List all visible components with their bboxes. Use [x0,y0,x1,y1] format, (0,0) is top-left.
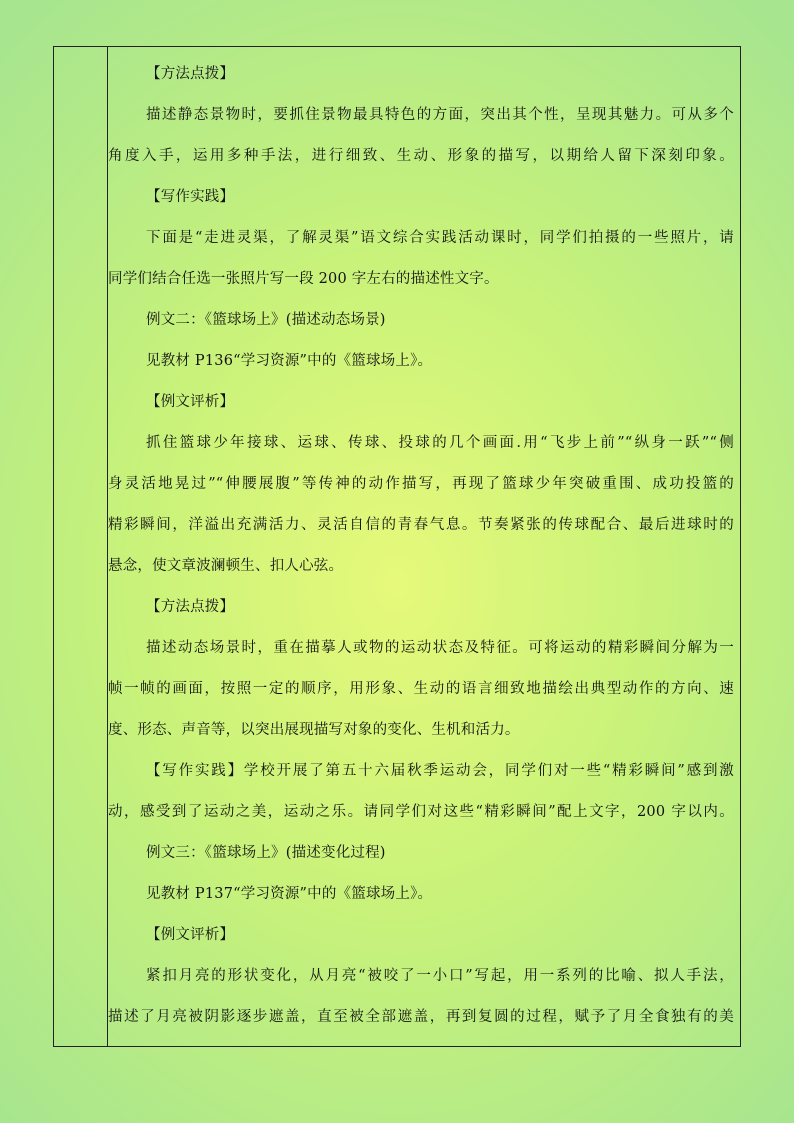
paragraph-line: 同学们结合任选一张照片写一段 200 字左右的描述性文字。 [108,271,499,287]
heading-method-tips: 【方法点拨】 [146,599,235,615]
paragraph-line: 帧一帧的画面，按照一定的顺序，用形象、生动的语言细致地描绘出典型动作的方向、速 [108,681,734,697]
paragraph-line: 【写作实践】学校开展了第五十六届秋季运动会，同学们对一些“精彩瞬间”感到激 [146,763,734,779]
paragraph-line: 描述动态场景时，重在描摹人或物的运动状态及特征。可将运动的精彩瞬间分解为一 [146,640,734,656]
left-column-cell [54,47,108,1046]
heading-example-review: 【例文评析】 [146,394,235,410]
heading-example-review: 【例文评析】 [146,927,235,943]
content-table [53,46,741,1047]
paragraph-line: 动，感受到了运动之美，运动之乐。请同学们对这些“精彩瞬间”配上文字，200 字以内。 [108,804,734,820]
paragraph-line: 抓住篮球少年接球、运球、传球、投球的几个画面.用“飞步上前”“纵身一跃”“侧 [146,435,734,451]
paragraph-line: 描述了月亮被阴影逐步遮盖，直至被全部遮盖，再到复圆的过程，赋予了月全食独有的美 [108,1009,734,1025]
paragraph-line: 紧扣月亮的形状变化，从月亮“被咬了一小口”写起，用一系列的比喻、拟人手法， [146,968,734,984]
heading-writing-practice: 【写作实践】 [146,189,235,205]
paragraph-line: 描述静态景物时，要抓住景物最具特色的方面，突出其个性，呈现其魅力。可从多个 [146,107,734,123]
textbook-reference: 见教材 P136“学习资源”中的《篮球场上》。 [146,353,433,369]
paragraph-line: 精彩瞬间，洋溢出充满活力、灵活自信的青春气息。节奏紧张的传球配合、最后进球时的 [108,517,734,533]
paragraph-line: 角度入手，运用多种手法，进行细致、生动、形象的描写，以期给人留下深刻印象。 [108,148,734,164]
paragraph-line: 下面是“走进灵渠，了解灵渠”语文综合实践活动课时，同学们拍摄的一些照片，请 [146,230,734,246]
paragraph-line: 身灵活地晃过”“伸腰展腹”等传神的动作描写，再现了篮球少年突破重围、成功投篮的 [108,476,734,492]
heading-method-tips: 【方法点拨】 [146,66,235,82]
textbook-reference: 见教材 P137“学习资源”中的《篮球场上》。 [146,886,433,902]
paragraph-line: 度、形态、声音等，以突出展现描写对象的变化、生机和活力。 [108,722,520,738]
example-title: 例文三：《篮球场上》(描述变化过程) [146,845,386,861]
example-title: 例文二：《篮球场上》(描述动态场景) [146,312,386,328]
paragraph-line: 悬念，使文章波澜顿生、扣人心弦。 [108,558,344,574]
content-cell [108,47,740,1046]
